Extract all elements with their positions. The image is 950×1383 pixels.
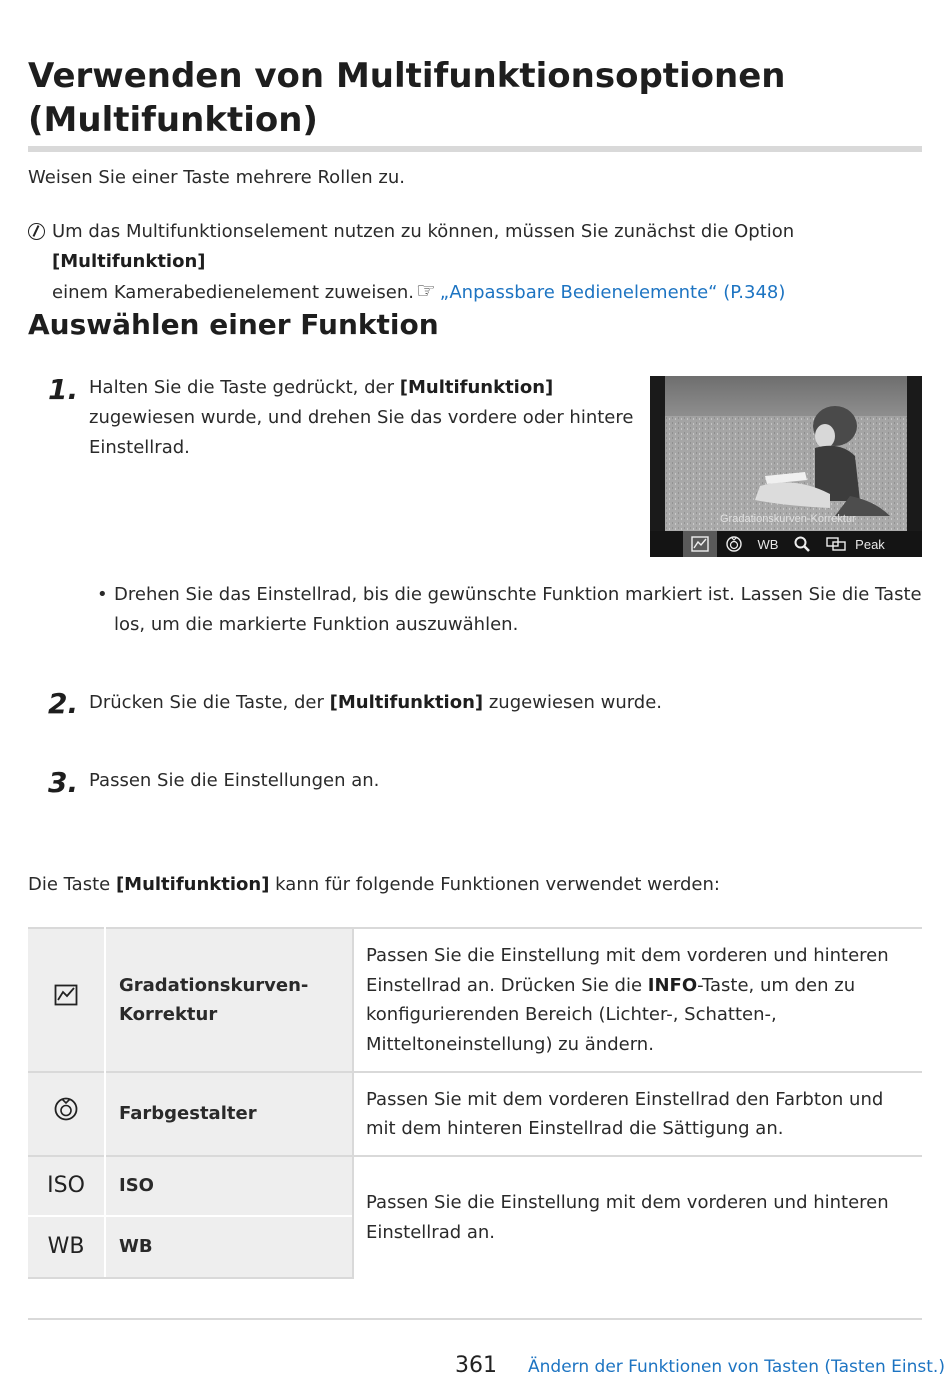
step-text-1: Halten Sie die Taste gedrückt, der [Multifunktion] zugewiesen wurde, und drehen Sie das vordere oder hintere Einstellrad. xyxy=(89,377,634,458)
name-cell: WB xyxy=(105,1216,353,1278)
tone-curve-icon xyxy=(54,984,78,1006)
step-number-1: 1. xyxy=(48,373,79,406)
bullet-dot: • xyxy=(97,584,108,605)
title-divider xyxy=(28,146,922,152)
note-bold: [Multifunktion] xyxy=(52,251,206,272)
wb-icon: WB xyxy=(47,1233,85,1259)
note-block xyxy=(28,217,928,308)
name-cell: Farbgestalter xyxy=(105,1072,353,1156)
color-creator-icon xyxy=(53,1096,79,1122)
table-row xyxy=(28,1156,922,1216)
table-row xyxy=(28,1072,922,1156)
photo-woman-reading xyxy=(665,376,907,531)
tone-curve-cell xyxy=(28,928,105,1072)
footer-divider xyxy=(28,1318,922,1320)
page-title xyxy=(28,54,928,142)
table-row xyxy=(28,928,922,1072)
magnify-icon xyxy=(785,531,819,557)
desc-cell: Passen Sie die Einstellung mit dem vorderen und hinteren Einstellrad an. xyxy=(353,1156,922,1278)
note-link[interactable]: „Anpassbare Bedienelemente“ (P.348) xyxy=(439,282,786,303)
aspect-icon xyxy=(819,531,853,557)
peak-label: Peak xyxy=(855,536,885,552)
camera-function-bar xyxy=(650,531,922,557)
desc-cell: Passen Sie mit dem vorderen Einstellrad den Farbton und mit dem hinteren Einstellrad die Sättigung an. xyxy=(353,1072,922,1156)
step-text-2: Drücken Sie die Taste, der [Multifunktion] zugewiesen wurde. xyxy=(89,692,663,713)
footer-chapter-link[interactable]: Ändern der Funktionen von Tasten (Tasten Einst.) xyxy=(528,1357,945,1377)
camera-caption: Gradationskurven-Korrektur xyxy=(720,513,856,525)
wb-label: WB xyxy=(757,536,779,552)
tone-curve-icon xyxy=(683,531,717,557)
bullet-text: Drehen Sie das Einstellrad, bis die gewünschte Funktion markiert ist. Lassen Sie die Taste los, um die markierte Funktion auszuwählen. xyxy=(114,584,922,635)
bullet-item xyxy=(97,580,927,640)
step-text-3: Passen Sie die Einstellungen an. xyxy=(89,770,380,791)
step-number-2: 2. xyxy=(48,687,79,720)
name-cell: ISO xyxy=(105,1156,353,1216)
pencil-note-icon xyxy=(28,223,45,240)
step-number-3: 3. xyxy=(48,766,79,799)
note-text: Um das Multifunktionselement nutzen zu können, müssen Sie zunächst die Option [Multifunktion] einem Kamerabedienelement zuweisen.☞ „Anpassbare Bedienelemente“ (P.348) xyxy=(52,217,928,308)
section-heading: Auswählen einer Funktion xyxy=(28,308,439,341)
title-line-1: Verwenden von Multifunktionsoptionen xyxy=(28,56,786,96)
wb-icon-cell xyxy=(28,1216,105,1278)
iso-icon-cell xyxy=(28,1156,105,1216)
title-line-2: (Multifunktion) xyxy=(28,100,318,140)
camera-screen-image xyxy=(650,376,922,557)
color-creator-cell xyxy=(28,1072,105,1156)
function-table xyxy=(28,927,922,1279)
pointing-hand-icon: ☞ xyxy=(415,279,436,304)
color-creator-icon xyxy=(717,531,751,557)
iso-icon: ISO xyxy=(47,1172,85,1198)
name-cell: Gradationskurven-Korrektur xyxy=(105,928,353,1072)
page-number: 361 xyxy=(455,1353,497,1378)
intro-text: Weisen Sie einer Taste mehrere Rollen zu. xyxy=(28,167,405,188)
table-intro: Die Taste [Multifunktion] kann für folgende Funktionen verwendet werden: xyxy=(28,874,720,895)
desc-cell: Passen Sie die Einstellung mit dem vorderen und hinteren Einstellrad an. Drücken Sie die INFO-Taste, um den zu konfigurierenden Bereich (Lichter-, Schatten-, Mitteltoneinstellung) zu ändern. xyxy=(353,928,922,1072)
